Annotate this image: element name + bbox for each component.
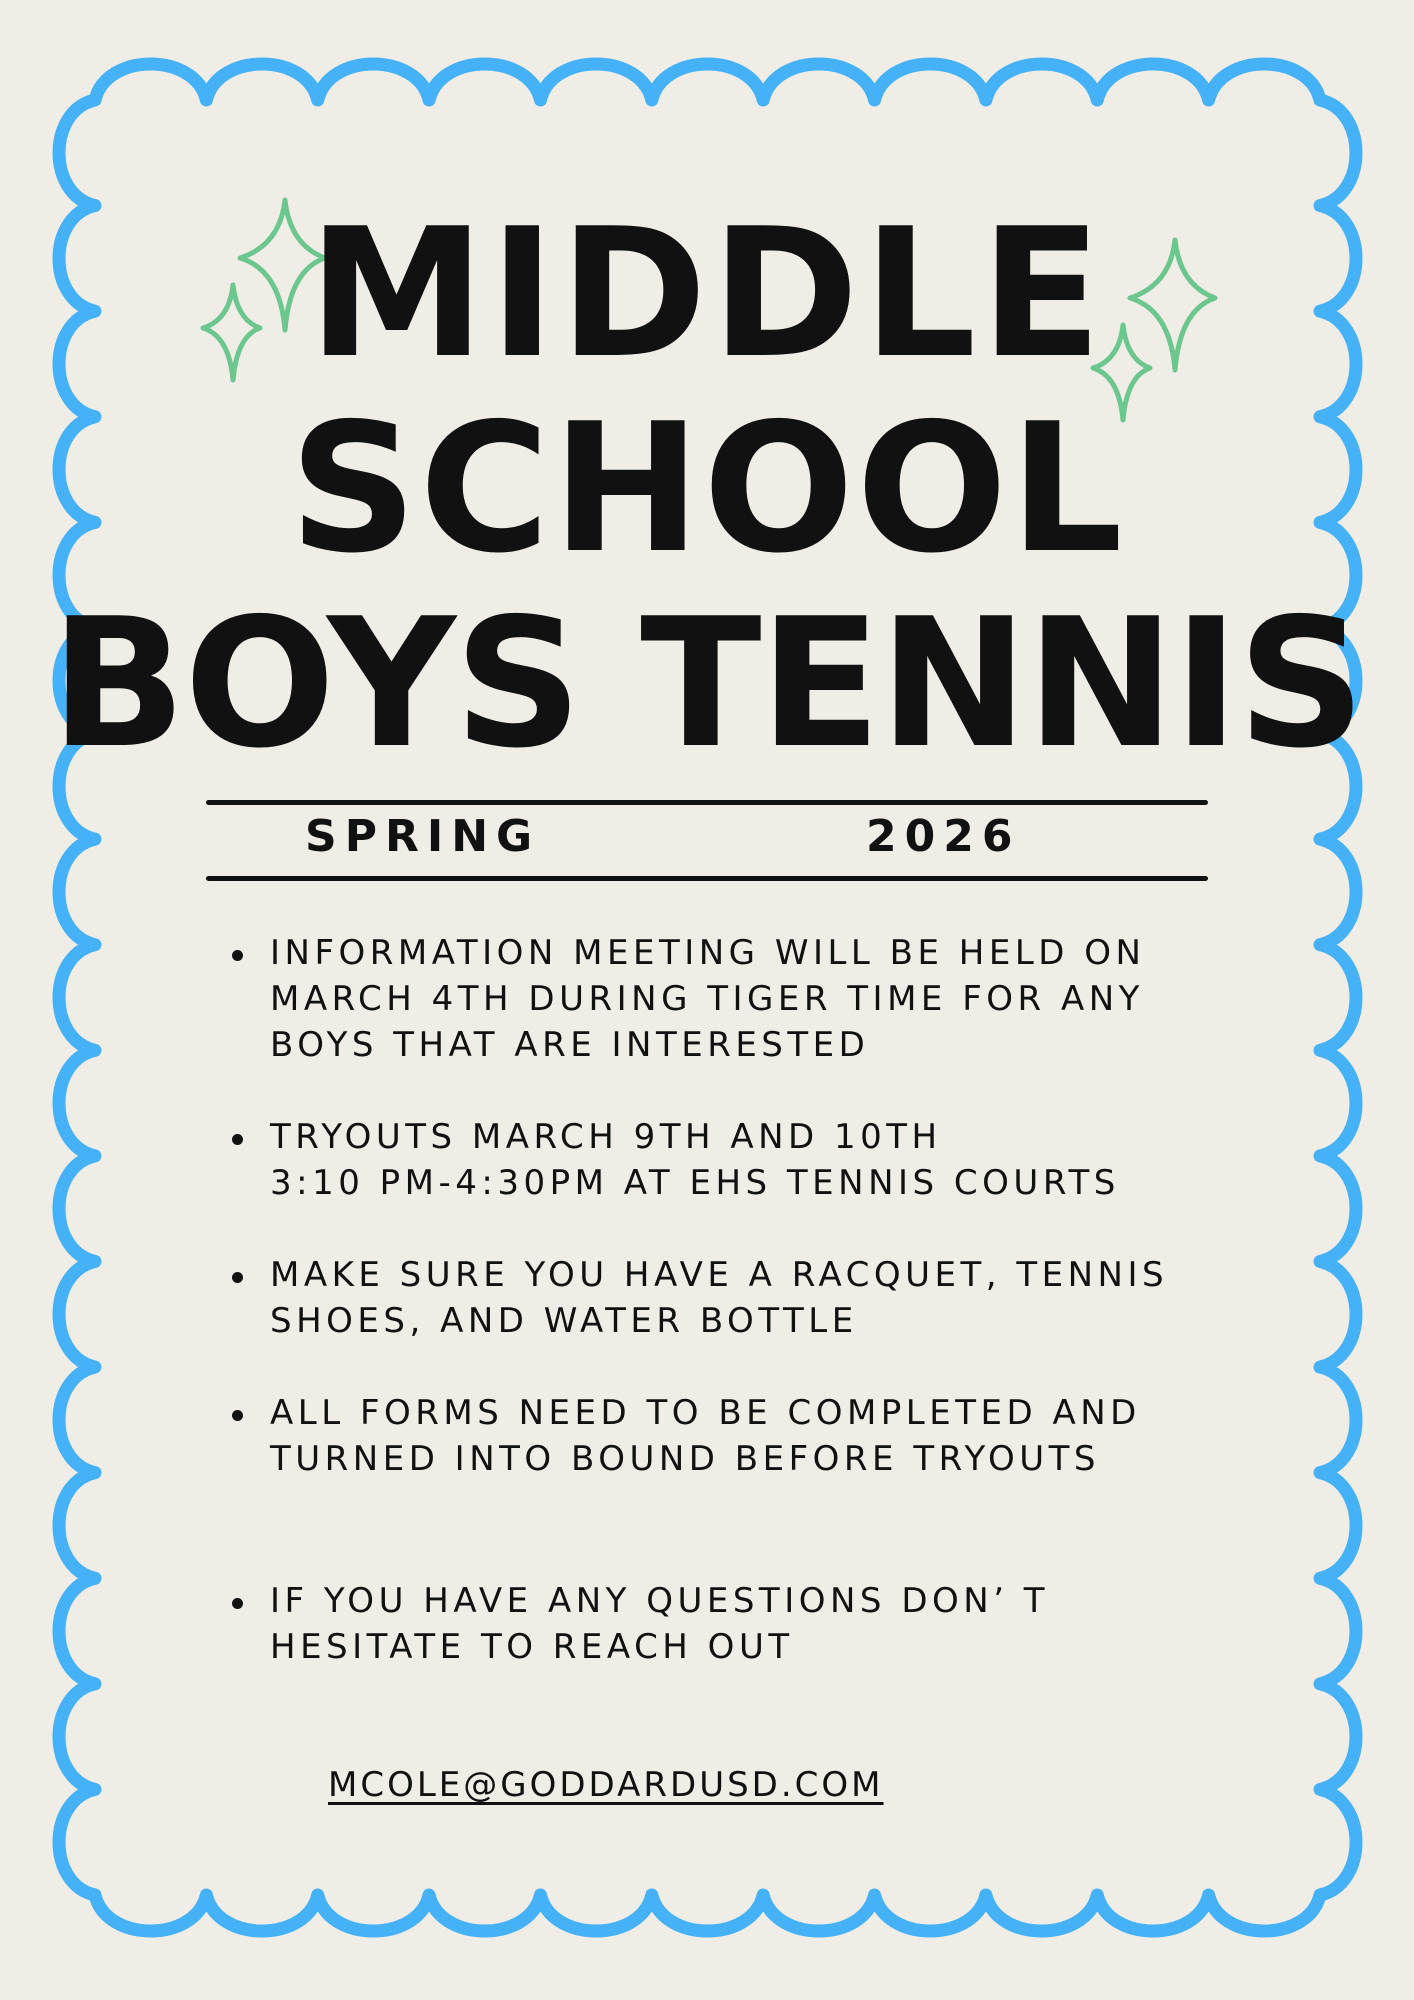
info-text: IF YOU HAVE ANY QUESTIONS DON’ T HESITATE TO REACH OUT [270,1581,1050,1667]
info-item-forms [218,1390,1198,1482]
info-item-tryouts [218,1114,1198,1206]
season-year: 2026 [866,811,1021,862]
divider-top [206,800,1208,805]
bullet-icon [232,950,243,961]
title-line-school: SCHOOL [289,385,1125,592]
contact-email-link[interactable]: MCOLE@GODDARDUSD.COM [328,1765,884,1805]
title-line-middle: MIDDLE [308,190,1106,397]
title-line-boys-tennis: BOYS TENNIS [50,580,1364,787]
info-text: MAKE SURE YOU HAVE A RACQUET, TENNIS SHOES, AND WATER BOTTLE [270,1255,1169,1341]
bullet-icon [232,1598,243,1609]
info-item-equipment [218,1252,1198,1344]
info-item-questions [218,1578,1198,1670]
info-item-meeting [218,930,1198,1068]
info-text: TRYOUTS MARCH 9TH AND 10TH 3:10 PM-4:30PM AT EHS TENNIS COURTS [270,1117,1120,1203]
info-list [218,930,1198,1716]
info-text: ALL FORMS NEED TO BE COMPLETED AND TURNED INTO BOUND BEFORE TRYOUTS [270,1393,1141,1479]
bullet-icon [232,1134,243,1145]
divider-bottom [206,876,1208,881]
info-text: INFORMATION MEETING WILL BE HELD ON MARCH 4TH DURING TIGER TIME FOR ANY BOYS THAT ARE INTERESTED [270,933,1146,1065]
bullet-icon [232,1410,243,1421]
bullet-icon [232,1272,243,1283]
season-label: SPRING [305,811,541,862]
